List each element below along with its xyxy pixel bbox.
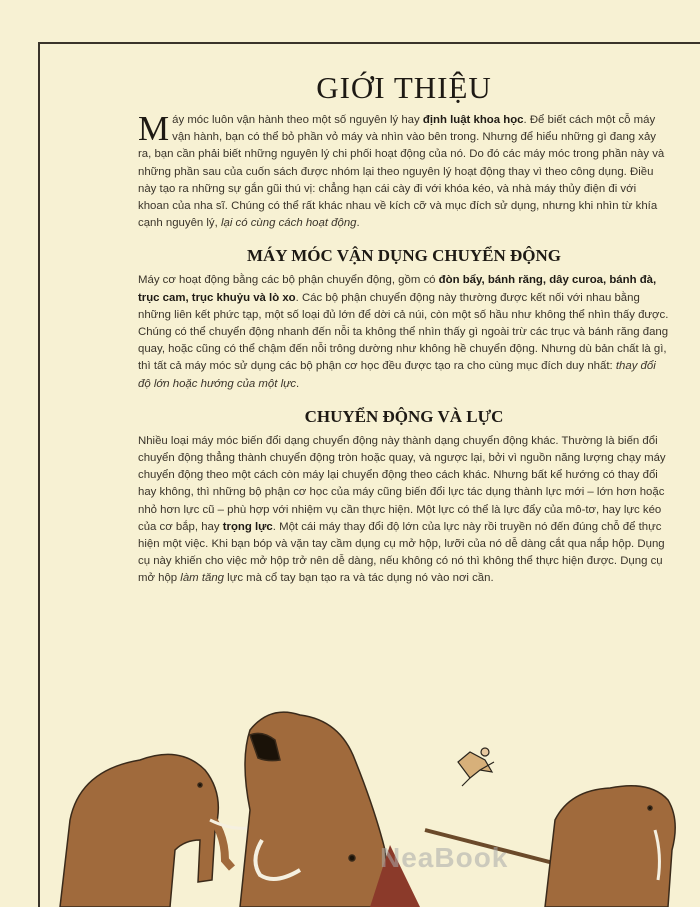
watermark: NeaBook [380, 842, 509, 873]
drop-cap: M [138, 109, 170, 148]
section1-heading: MÁY MÓC VẬN DỤNG CHUYỂN ĐỘNG [246, 246, 561, 266]
mammoth-left [60, 754, 250, 907]
intro-text-2: . Để biết cách một cỗ máy vận hành, bạn có thể bỏ phần vỏ máy và nhìn vào bên trong. Nhưng để hiểu những gì đang xảy ra, bạn cần phải biết những nguyên lý chi phối hoạt động của nó. Do đó các máy móc trong phần này và những phần sau của cuốn sách được nhóm lại theo nguyên lý hoạt động thay vì theo công dụng. Điều này tạo ra những sự gắn gũi thú vị: chẳng hạn cái cày đi với khóa kéo, và nhà máy thủy điện đi với khoan của nha sĩ. Chúng có thể rất khác nhau về kích cỡ và mục đích sử dụng, nhưng khi nhìn từ khía cạnh nguyên lý, [138, 114, 665, 230]
section2-bold-term: trọng lực [222, 520, 273, 533]
section2-heading: CHUYỂN ĐỘNG VÀ LỰC [304, 406, 504, 426]
page-title: GIỚI THIỆU [316, 70, 492, 105]
intro-italic: lại có cùng cách hoạt động [220, 217, 357, 230]
page-frame-top [38, 42, 700, 44]
section2-text-1: Nhiều loại máy móc biến đổi dạng chuyển động này thành dạng chuyển động khác. Thường là biến đổi chuyển động thẳng thành chuyển động tròn hoặc quay, và ngược lại, bởi vì nguồn năng lượng chạy máy chuyển động theo một cách còn máy lại chuyển động theo cách khác. Nhưng bất kể hướng có thay đổi hay không, thì những bộ phận cơ học của máy cũng biến đổi lực tác dụng thành lực mới – lớn hơn hoặc nhỏ hơn lực cũ – phù hợp với nhiệm vụ cần thực hiện. Một lực có thể là lực đẩy của mô-tơ, hay lực kéo của cơ bắp, hay [138, 434, 666, 533]
section1-italic: thay đổi độ lớn hoặc hướng của một lực [138, 360, 656, 390]
mammoth-center [240, 712, 390, 907]
intro-text-1: áy móc luôn vận hành theo một số nguyên lý hay [172, 114, 423, 126]
intro-paragraph [138, 109, 670, 232]
article [138, 70, 670, 588]
mammoth-right [545, 786, 675, 907]
section1-text-2: . Các bộ phận chuyển động này thường được kết nối với nhau bằng những liên kết phức tạp, một số loại đủ lớn để dời cả núi, còn một số hầu như không thể nhìn thấy được. Chúng có thể chuyển động nhanh đến nỗi ta không thể nhìn thấy gì ngoài trừ các trục và bánh răng đang quay, hoặc cũng có thể chậm đến nỗi trông dường như không hề chuyển động. Nhưng dù bản chất là gì, thì tất cả máy móc sử dụng các bộ phận cơ học đều được tạo ra cho cùng mục đích duy nhất: [138, 291, 669, 373]
section2-italic: làm tăng [180, 572, 224, 585]
intro-text-3: . [356, 217, 360, 230]
mammoth-illustration [0, 690, 700, 907]
flying-figure [458, 748, 494, 786]
section2-paragraph [138, 433, 670, 588]
section2-text-3: lực mà cổ tay bạn tạo ra và tác dụng nó vào nơi cần. [224, 572, 494, 585]
section1-text-3: . [296, 377, 300, 390]
intro-bold-term: định luật khoa học [422, 114, 524, 126]
section1-text-1: Máy cơ hoạt động bằng các bộ phận chuyển động, gồm có [138, 274, 439, 287]
section2-text-2: . Một cái máy thay đổi độ lớn của lực này rồi truyền nó đến đúng chỗ để thực hiện một việc. Khi bạn bóp và vặn tay cầm dụng cụ mở hộp, lưỡi của nó dễ dàng cắt qua nắp hộp. Dụng cụ này khiến cho việc mở hộp trở nên dễ dàng, nếu không có nó thì không thể thực hiện được. Dụng cụ mở hộp [138, 520, 665, 585]
section1-bold-terms: đòn bẩy, bánh răng, dây curoa, bánh đà, trục cam, trục khuỷu và lò xo [138, 274, 657, 304]
section1-paragraph [138, 272, 670, 392]
